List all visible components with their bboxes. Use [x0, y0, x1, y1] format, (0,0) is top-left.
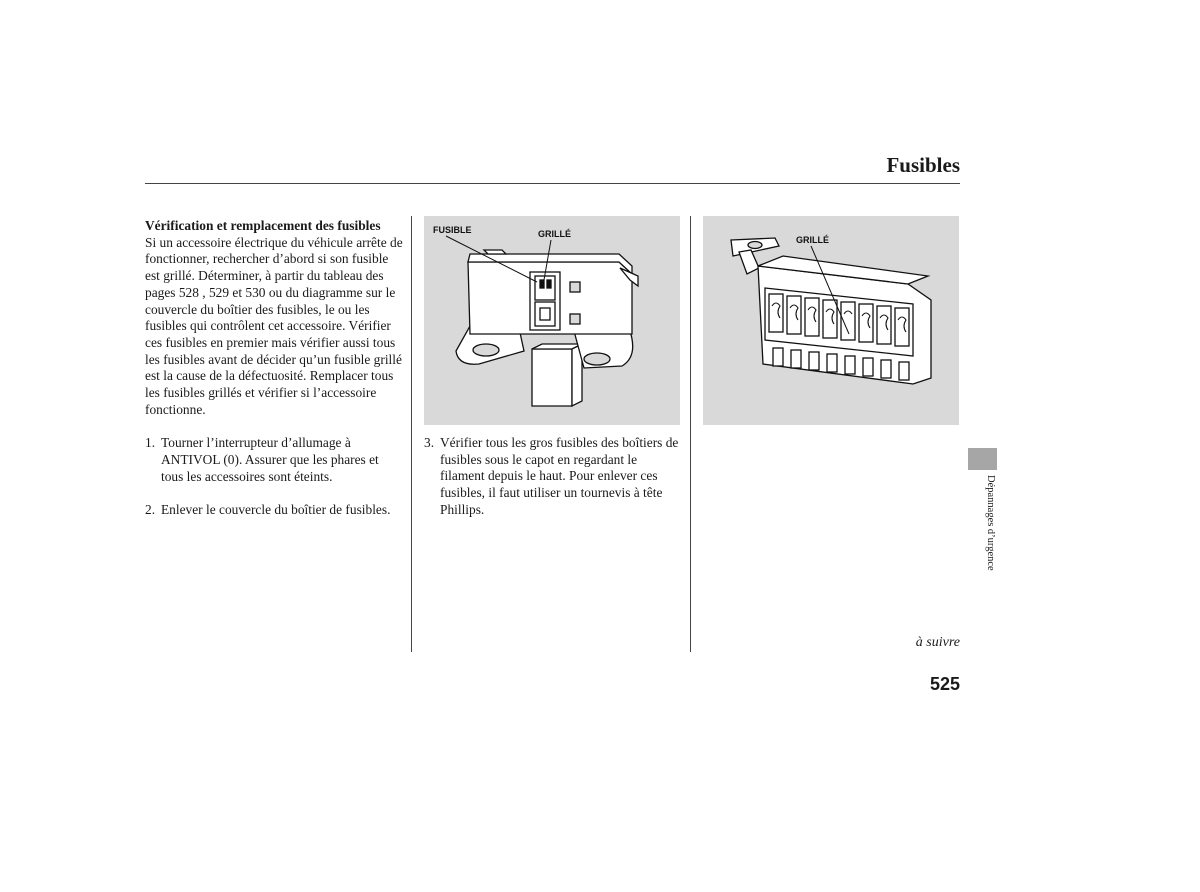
step-1: [145, 435, 403, 485]
right-column: [424, 435, 680, 519]
large-fuse-drawing: [703, 216, 959, 425]
section-tab-label: Dépannages d’urgence: [985, 475, 996, 571]
small-fuse-drawing: [424, 216, 680, 425]
column-divider: [411, 216, 412, 652]
step-number: 3.: [424, 435, 435, 450]
page-number: 525: [929, 674, 960, 694]
left-column: [145, 218, 403, 519]
step-2: [145, 502, 403, 519]
section-heading: Vérification et remplacement des fusibles: [145, 218, 381, 233]
fuse-callout-label: FUSIBLE: [433, 225, 472, 235]
step-text: Enlever le couvercle du boîtier de fusibles.: [161, 501, 391, 517]
step-number: 2.: [145, 501, 156, 517]
step-number: 1.: [145, 435, 156, 451]
step-3: [424, 435, 680, 519]
column-divider: [690, 216, 691, 652]
intro-paragraph: Si un accessoire électrique du véhicule arrête de fonctionner, rechercher d’abord si son fusible est grillé. Déterminer, à partir du tableau des pages 528 , 529 et 530 ou du diagramme sur le couvercle du boîtier des fusibles, le ou les fusibles qui contrôlent cet accessoire. Vérifier ces fusibles en premier mais vérifier aussi tous les fusibles avant de décider qu’un fusible grillé est la cause de la défectuosité. Remplacer tous les fusibles grillés et vérifier si l’accessoire fonctionne.: [145, 234, 403, 417]
step-text: Vérifier tous les gros fusibles des boîtiers de fusibles sous le capot en regardant le filament depuis le haut. Pour enlever ces fusibles, il faut utiliser un tournevis à tête Phillips.: [440, 435, 679, 517]
blown-callout-label: GRILLÉ: [796, 235, 829, 245]
large-fuse-illustration: [703, 216, 959, 425]
step-text: Tourner l’interrupteur d’allumage à ANTIVOL (0). Assurer que les phares et tous les accessoires sont éteints.: [161, 435, 379, 484]
page-title: Fusibles: [886, 153, 960, 177]
continued-note: à suivre: [915, 635, 960, 650]
blown-callout-label: GRILLÉ: [538, 229, 571, 239]
title-divider: [145, 183, 960, 184]
section-tab: [968, 448, 997, 470]
small-fuse-illustration: [424, 216, 680, 425]
